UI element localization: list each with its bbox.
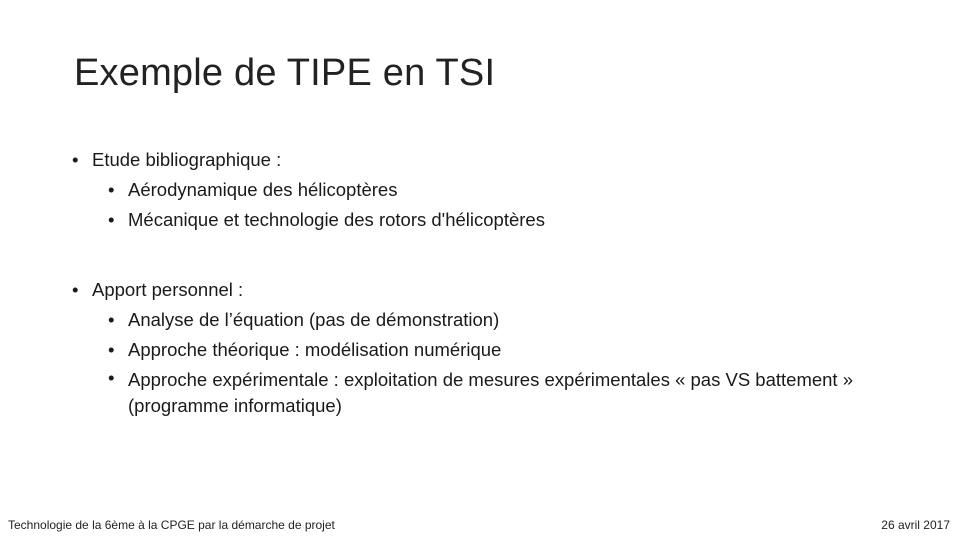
- bullet-icon: •: [72, 279, 79, 300]
- slide-title: Exemple de TIPE en TSI: [74, 52, 496, 94]
- bullet-icon: •: [108, 309, 115, 330]
- section-heading: Etude bibliographique :: [92, 149, 282, 170]
- sub-bullet-text: Approche expérimentale : exploitation de mesures expérimentales « pas VS battement » (programme informatique): [128, 369, 853, 416]
- sub-bullet-item: [108, 205, 892, 235]
- sub-bullet-text: Approche théorique : modélisation numérique: [128, 339, 502, 360]
- sub-bullet-text: Aérodynamique des hélicoptères: [128, 179, 398, 200]
- bullet-icon: •: [108, 179, 115, 200]
- sub-bullet-item: [108, 305, 892, 335]
- bullet-section-personal-contribution: [72, 275, 892, 419]
- footer-date: 26 avril 2017: [881, 518, 950, 532]
- sub-bullet-item: [108, 335, 892, 365]
- bullet-item: [72, 145, 892, 175]
- bullet-section-bibliography: [72, 145, 892, 235]
- sub-bullet-item: [108, 365, 892, 419]
- bullet-item: [72, 275, 892, 305]
- bullet-icon: •: [108, 367, 115, 388]
- sub-bullet-item: [108, 175, 892, 205]
- section-heading: Apport personnel :: [92, 279, 244, 300]
- bullet-icon: •: [108, 209, 115, 230]
- footer-course-title: Technologie de la 6ème à la CPGE par la démarche de projet: [8, 518, 335, 532]
- bullet-icon: •: [72, 149, 79, 170]
- sub-bullet-text: Mécanique et technologie des rotors d'hélicoptères: [128, 209, 545, 230]
- sub-bullet-text: Analyse de l’équation (pas de démonstration): [128, 309, 500, 330]
- bullet-icon: •: [108, 339, 115, 360]
